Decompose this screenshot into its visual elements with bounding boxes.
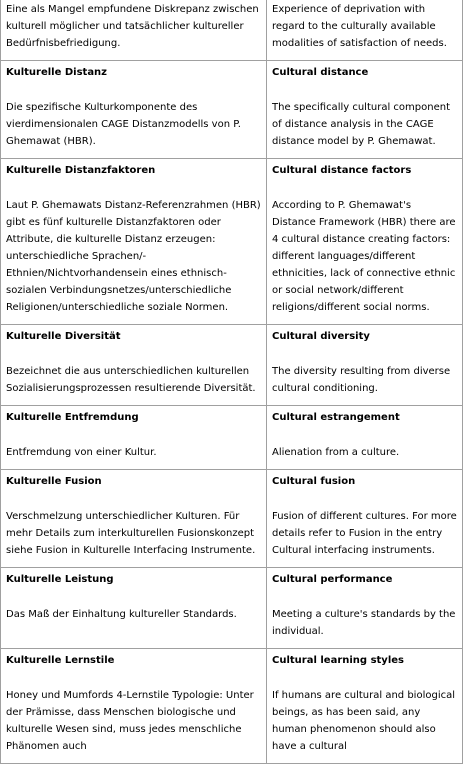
definition-text: Eine als Mangel empfundene Diskrepanz zwischen kulturell möglicher und tatsächlicher kultureller Bedürfnisbefriedigung. xyxy=(6,4,259,49)
german-cell xyxy=(1,325,267,406)
definition-text: The diversity resulting from diverse cultural conditioning. xyxy=(272,366,451,394)
term-heading: Kulturelle Fusion xyxy=(6,476,102,487)
english-cell xyxy=(267,568,463,649)
english-cell xyxy=(267,61,463,159)
term-heading: Cultural distance factors xyxy=(272,165,412,176)
table-row xyxy=(1,470,463,568)
definition-text: If humans are cultural and biological beings, as has been said, any human phenomenon should also have a cultural xyxy=(272,690,456,752)
german-cell xyxy=(1,568,267,649)
term-heading: Kulturelle Diversität xyxy=(6,331,121,342)
term-heading: Kulturelle Distanzfaktoren xyxy=(6,165,156,176)
german-cell xyxy=(1,649,267,764)
definition-text: Meeting a culture's standards by the individual. xyxy=(272,609,456,637)
german-cell xyxy=(1,470,267,568)
term-heading: Cultural learning styles xyxy=(272,655,404,666)
english-cell xyxy=(267,406,463,470)
english-cell xyxy=(267,0,463,61)
definition-text: Fusion of different cultures. For more details refer to Fusion in the entry Cultural interfacing instruments. xyxy=(272,511,457,556)
definition-text: Die spezifische Kulturkomponente des vierdimensionalen CAGE Distanzmodells von P. Ghemawat (HBR). xyxy=(6,102,241,147)
term-heading: Kulturelle Leistung xyxy=(6,574,114,585)
german-cell xyxy=(1,159,267,325)
definition-text: Das Maß der Einhaltung kultureller Standards. xyxy=(6,609,237,620)
table-row xyxy=(1,568,463,649)
term-heading: Kulturelle Lernstile xyxy=(6,655,115,666)
table-row xyxy=(1,325,463,406)
definition-text: Honey und Mumfords 4-Lernstile Typologie: Unter der Prämisse, dass Menschen biologische und kulturelle Wesen sind, muss jedes menschliche Phänomen auch xyxy=(6,690,254,752)
term-heading: Kulturelle Distanz xyxy=(6,67,108,78)
english-cell xyxy=(267,325,463,406)
table-row xyxy=(1,406,463,470)
definition-text: Bezeichnet die aus unterschiedlichen kulturellen Sozialisierungsprozessen resultierende Diversität. xyxy=(6,366,256,394)
term-heading: Cultural performance xyxy=(272,574,393,585)
definition-text: Laut P. Ghemawats Distanz-Referenzrahmen (HBR) gibt es fünf kulturelle Distanzfaktoren oder Attribute, die kulturelle Distanz erzeugen: unterschiedliche Sprachen/-Ethnien/Nichtvorhandensein eines ethnisch-sozialen Verbindungsnetzes/unterschiedliche Religionen/unterschiedliche soziale Normen. xyxy=(6,200,261,313)
table-row xyxy=(1,159,463,325)
table-row xyxy=(1,649,463,764)
german-cell xyxy=(1,0,267,61)
table-row xyxy=(1,61,463,159)
german-cell xyxy=(1,61,267,159)
english-cell xyxy=(267,159,463,325)
term-heading: Kulturelle Entfremdung xyxy=(6,412,139,423)
definition-text: According to P. Ghemawat's Distance Framework (HBR) there are 4 cultural distance creating factors: different languages/different ethnicities, lack of connective ethnic or social network/different religions/different social norms. xyxy=(272,200,456,313)
definition-text: Alienation from a culture. xyxy=(272,447,400,458)
definition-text: The specifically cultural component of distance analysis in the CAGE distance model by P. Ghemawat. xyxy=(272,102,450,147)
german-cell xyxy=(1,406,267,470)
term-heading: Cultural fusion xyxy=(272,476,356,487)
term-heading: Cultural distance xyxy=(272,67,369,78)
term-heading: Cultural estrangement xyxy=(272,412,400,423)
table-row xyxy=(1,0,463,61)
english-cell xyxy=(267,649,463,764)
definition-text: Entfremdung von einer Kultur. xyxy=(6,447,157,458)
english-cell xyxy=(267,470,463,568)
definition-text: Verschmelzung unterschiedlicher Kulturen. Für mehr Details zum interkulturellen Fusionskonzept siehe Fusion in Kulturelle Interfacing Instrumente. xyxy=(6,511,256,556)
definition-text: Experience of deprivation with regard to the culturally available modalities of satisfaction of needs. xyxy=(272,4,447,49)
term-heading: Cultural diversity xyxy=(272,331,370,342)
